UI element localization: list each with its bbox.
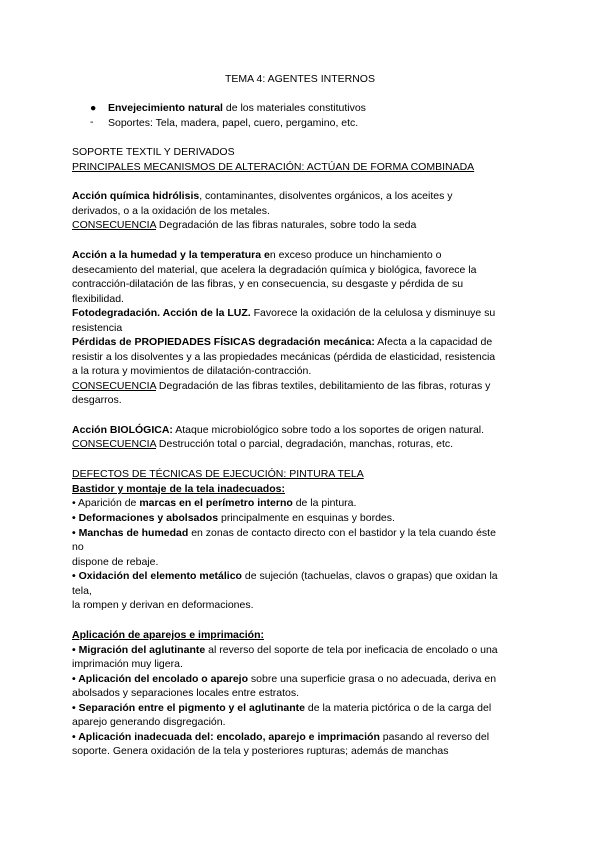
subheading-aparejos-text: Aplicación de aparejos e imprimación: (72, 629, 264, 641)
consequence-label: CONSECUENCIA (72, 380, 157, 392)
consequence-biologica-text: Destrucción total o parcial, degradación, manchas, roturas, etc. (156, 438, 454, 450)
defect-separacion-line2: aparejo generando disgregación. (72, 716, 226, 728)
paragraph-humedad-line2: desecamiento del material, que acelera la degradación química y biológica, favorece la (72, 264, 477, 276)
paragraph-luz (72, 306, 495, 320)
defect-manchas (72, 526, 496, 540)
paragraph-biologica-bold: Acción BIOLÓGICA: (72, 424, 173, 436)
paragraph-biologica (72, 423, 484, 437)
defect-marcas-prefix: • Aparición de (72, 497, 140, 509)
consequence-fisicas (72, 379, 490, 393)
defect-aplicacion (72, 730, 489, 744)
paragraph-humedad-bold: Acción a la humedad y la temperatura e (72, 249, 270, 261)
section-heading-defectos: DEFECTOS DE TÉCNICAS DE EJECUCIÓN: PINTURA TELA (72, 468, 364, 480)
defect-deformaciones-bold: • Deformaciones y abolsados (72, 512, 219, 524)
paragraph-fisicas (72, 335, 492, 349)
defect-oxidacion-line3: la rompen y derivan en deformaciones. (72, 599, 254, 611)
defect-aplicacion-text: pasando al reverso del (379, 731, 490, 743)
defect-encolado-line2: abolsados y separaciones locales entre estratos. (72, 687, 300, 699)
paragraph-fisicas-text: Afecta a la capacidad de (374, 336, 493, 348)
subheading-aparejos (72, 628, 264, 642)
defect-manchas-line2: no (72, 541, 84, 553)
defect-separacion-bold: • Separación entre el pigmento y el aglutinante (72, 702, 305, 714)
paragraph-humedad-line3: contracción-dilatación de las fibras, y en consecuencia, su desgaste y pérdida de su (72, 278, 464, 290)
intro-bullet-2: Soportes: Tela, madera, papel, cuero, pergamino, etc. (108, 117, 359, 129)
defect-oxidacion-text: de sujeción (tachuelas, clavos o grapas) que oxidan la (241, 570, 498, 582)
paragraph-quimica-bold: Acción química hidrólisis (72, 190, 200, 202)
paragraph-luz-line2: resistencia (72, 322, 123, 334)
defect-separacion-text: de la materia pictórica o de la carga del (304, 702, 492, 714)
intro-bullet-1-bold: Envejecimiento natural (108, 102, 223, 114)
consequence-fisicas-line2: desgarros. (72, 394, 122, 406)
page-title: TEMA 4: AGENTES INTERNOS (225, 73, 375, 85)
consequence-label: CONSECUENCIA (72, 438, 157, 450)
paragraph-fisicas-bold: Pérdidas de PROPIEDADES FÍSICAS degradación mecánica: (72, 336, 375, 348)
defect-deformaciones (72, 511, 395, 525)
defect-manchas-bold: • Manchas de humedad (72, 527, 189, 539)
defect-marcas (72, 496, 356, 510)
consequence-biologica (72, 437, 453, 451)
paragraph-quimica-text: , contaminantes, disolventes orgánicos, a los aceites y (199, 190, 453, 202)
consequence-quimica-text: Degradación de las fibras naturales, sobre todo la seda (156, 219, 417, 231)
paragraph-quimica (72, 189, 453, 203)
paragraph-fisicas-line3: a la rotura y movimientos de dilatación-contracción. (72, 365, 312, 377)
paragraph-luz-text: Favorece la oxidación de la celulosa y disminuye su (250, 307, 496, 319)
paragraph-humedad (72, 248, 441, 262)
paragraph-fisicas-line2: resistir a los disolventes y a las propiedades mecánicas (pérdida de elasticidad, resistencia (72, 351, 496, 363)
defect-aplicacion-bold: • Aplicación inadecuada del: encolado, aparejo e imprimación (72, 731, 380, 743)
consequence-label: CONSECUENCIA (72, 219, 157, 231)
defect-migracion (72, 643, 498, 657)
defect-oxidacion-bold: • Oxidación del elemento metálico (72, 570, 242, 582)
paragraph-humedad-line4: flexibilidad. (72, 293, 124, 305)
defect-aplicacion-line2: soporte. Genera oxidación de la tela y posteriores rupturas; además de manchas (72, 745, 449, 757)
defect-migracion-text: al reverso del soporte de tela por ineficacia de encolado o una (205, 644, 498, 656)
bullet-dash-icon: - (90, 116, 94, 128)
defect-marcas-text: de la pintura. (292, 497, 357, 509)
subheading-bastidor-text: Bastidor y montaje de la tela inadecuados: (72, 483, 285, 495)
defect-deformaciones-text: principalmente en esquinas y bordes. (218, 512, 395, 524)
paragraph-quimica-line2: derivados, o a la oxidación de los metales. (72, 205, 270, 217)
paragraph-humedad-text: n exceso produce un hinchamiento o (269, 249, 442, 261)
section-subheading-mecanismos: PRINCIPALES MECANISMOS DE ALTERACIÓN: ACTÚAN DE FORMA COMBINADA (72, 161, 475, 173)
defect-separacion (72, 701, 491, 715)
subheading-bastidor (72, 482, 285, 496)
defect-oxidacion (72, 569, 498, 583)
defect-manchas-text: en zonas de contacto directo con el bastidor y la tela cuando éste (188, 527, 496, 539)
defect-marcas-bold: marcas en el perímetro interno (139, 497, 293, 509)
section-heading-soporte: SOPORTE TEXTIL Y DERIVADOS (72, 146, 235, 158)
consequence-fisicas-text: Degradación de las fibras textiles, debilitamiento de las fibras, roturas y (156, 380, 491, 392)
defect-encolado-text: sobre una superficie grasa o no adecuada, deriva en (248, 673, 497, 685)
defect-encolado (72, 672, 496, 686)
intro-bullet-1-text: de los materiales constitutivos (222, 102, 366, 114)
defect-migracion-bold: • Migración del aglutinante (72, 644, 206, 656)
defect-oxidacion-line2: tela, (72, 585, 92, 597)
defect-migracion-line2: imprimación muy ligera. (72, 658, 183, 670)
paragraph-biologica-text: Ataque microbiológico sobre todo a los soportes de origen natural. (172, 424, 485, 436)
defect-encolado-bold: • Aplicación del encolado o aparejo (72, 673, 248, 685)
defect-manchas-line3: dispone de rebaje. (72, 556, 159, 568)
bullet-dot-icon: ● (90, 102, 97, 114)
intro-bullet-1 (108, 101, 366, 115)
paragraph-luz-bold: Fotodegradación. Acción de la LUZ. (72, 307, 251, 319)
consequence-quimica (72, 218, 416, 232)
